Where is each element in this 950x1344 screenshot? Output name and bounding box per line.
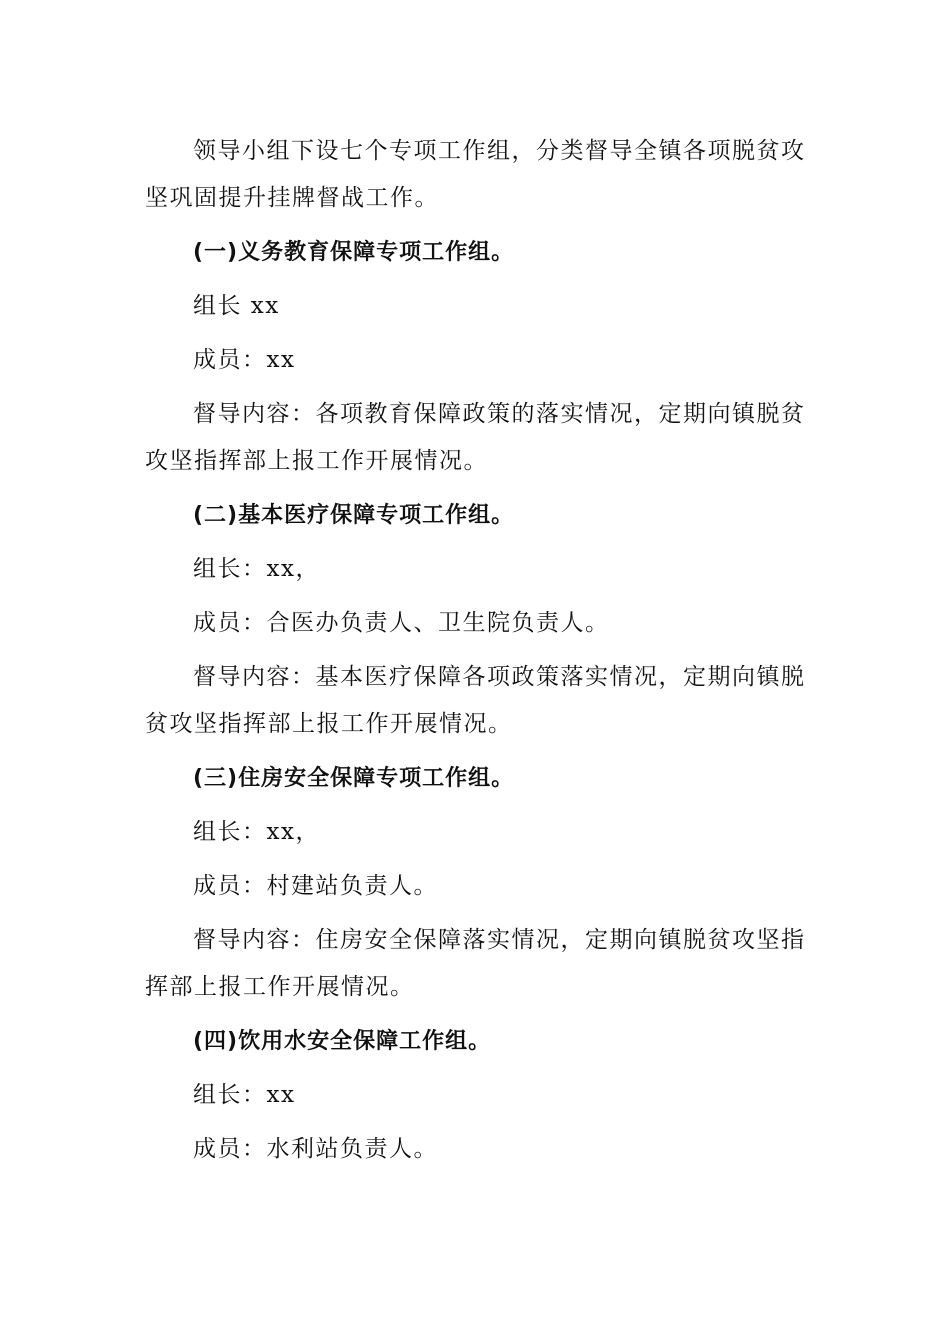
group-2-leader: 组长：xx， <box>193 556 320 582</box>
group-1-content: 督导内容：各项教育保障政策的落实情况，定期向镇脱贫攻坚指挥部上报工作开展情况。 <box>145 401 806 474</box>
group-3 <box>145 755 807 802</box>
group-1 <box>145 229 807 276</box>
group-3-content: 督导内容：住房安全保障落实情况，定期向镇脱贫攻坚指挥部上报工作开展情况。 <box>145 927 806 1000</box>
group-4 <box>145 1018 807 1065</box>
group-1-leader: 组长 xx <box>193 293 280 319</box>
group-3-members: 成员：村建站负责人。 <box>193 873 438 899</box>
group-3-heading: (三)住房安全保障专项工作组。 <box>193 766 515 791</box>
group-4-heading: (四)饮用水安全保障工作组。 <box>193 1029 492 1054</box>
group-1-members: 成员：xx <box>193 347 296 373</box>
group-3-leader: 组长：xx， <box>193 819 320 845</box>
intro-paragraph: 领导小组下设七个专项工作组，分类督导全镇各项脱贫攻坚巩固提升挂牌督战工作。 <box>145 138 806 211</box>
group-1-heading: (一)义务教育保障专项工作组。 <box>193 240 515 265</box>
group-2-members: 成员：合医办负责人、卫生院负责人。 <box>193 610 610 636</box>
group-4-members: 成员：水利站负责人。 <box>193 1136 438 1162</box>
group-2-heading: (二)基本医疗保障专项工作组。 <box>193 503 515 528</box>
group-2-content: 督导内容：基本医疗保障各项政策落实情况，定期向镇脱贫攻坚指挥部上报工作开展情况。 <box>145 664 806 737</box>
group-4-leader: 组长：xx <box>193 1082 296 1108</box>
group-2 <box>145 492 807 539</box>
document-page <box>145 128 807 1173</box>
